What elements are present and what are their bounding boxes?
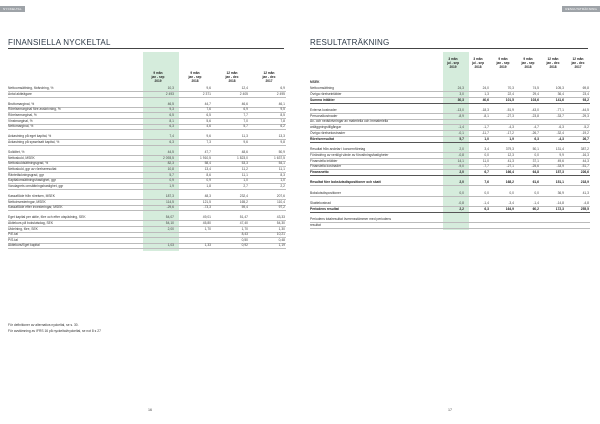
row-divider: [310, 103, 590, 104]
cell-value: 5,7: [243, 124, 248, 129]
cell-value: -43,0: [531, 107, 539, 112]
row-label: Nettoskuld, MSEK: [8, 155, 35, 160]
cell-value: 74,5: [532, 86, 539, 90]
row-label: Finansiella kostnader: [310, 164, 342, 169]
cell-value: 7,6: [206, 107, 211, 112]
cell-value: -13,0: [456, 107, 464, 112]
cell-value: 22,4: [507, 91, 514, 96]
cell-value: 6,9: [243, 107, 248, 112]
cell-value: 40,6: [482, 97, 489, 102]
cell-value: -27,3: [506, 113, 514, 118]
cell-value: 1,70: [204, 226, 211, 231]
cell-value: 6,5: [169, 113, 174, 117]
cell-value: 1,0: [484, 136, 489, 141]
cell-value: -4,3: [508, 125, 514, 130]
row-label: Skattekostnad: [310, 200, 331, 205]
cell-value: 1 910,5: [200, 155, 211, 160]
cell-value: 41,3: [582, 190, 589, 195]
cell-value: 11,2: [241, 167, 248, 171]
column-header-line: jul - sep: [471, 60, 485, 65]
cell-value: 47,40: [239, 221, 248, 225]
cell-value: 9,8: [280, 140, 285, 144]
cell-value: 0,0: [484, 152, 489, 157]
cell-value: 58,4: [204, 161, 211, 166]
cell-value: 226,6: [580, 170, 589, 175]
cell-value: 9,5: [280, 107, 285, 112]
column-header-line: 2018: [191, 78, 199, 83]
row-label: anläggningstillgångar: [310, 125, 342, 130]
cell-value: 6,3: [169, 140, 174, 144]
cell-value: -8,1: [483, 113, 489, 118]
cell-value: 49,6: [557, 158, 564, 163]
cell-value: 232,4: [239, 194, 248, 198]
row-label: Kassaflöde efter investeringar, MSEK: [8, 205, 63, 210]
column-header: [252, 72, 286, 84]
cell-value: 8,6: [206, 172, 211, 177]
cell-value: 6,3: [534, 136, 539, 141]
row-label: Resultat före bokslutsdispositioner och skatt: [310, 180, 381, 185]
cell-value: 6,2: [280, 124, 285, 129]
cell-value: 46,1: [278, 101, 285, 106]
cell-value: 1 823,0: [237, 155, 248, 160]
right-page: [300, 0, 600, 424]
cell-value: 97,2: [278, 205, 285, 210]
column-header-line: jul - sep: [446, 60, 460, 65]
column-header-line: 2018: [524, 64, 532, 69]
row-label: Övriga rörelseintäkter: [310, 91, 342, 96]
cell-value: 47,7: [204, 150, 211, 155]
cell-value: 59,4: [241, 205, 248, 210]
row-label: Aktiekurs på bokslutsdag, SEK: [8, 221, 54, 225]
row-divider: [310, 212, 590, 213]
cell-value: -0,8: [458, 200, 464, 205]
cell-value: 24,0: [482, 86, 489, 90]
cell-value: 387,2: [580, 147, 589, 151]
column-header: [441, 58, 465, 70]
column-header-line: 2018: [549, 64, 557, 69]
column-header-line: 2017: [265, 78, 273, 83]
column-header-line: jan - dec: [571, 60, 585, 65]
cell-value: 0,9: [206, 178, 211, 183]
cell-value: 2,0: [459, 147, 464, 151]
cell-value: 207,6: [276, 194, 285, 198]
cell-value: 8,43: [241, 232, 248, 237]
cell-value: -26,7: [531, 131, 539, 135]
cell-value: 36,4: [557, 91, 564, 96]
cell-value: -25,6: [531, 164, 539, 169]
cell-value: -1,4: [458, 125, 464, 130]
cell-value: 2,0: [459, 170, 464, 175]
cell-value: 114,5: [165, 199, 174, 204]
column-header-line: 2019: [154, 78, 162, 83]
footnote: För avstämning av IFRS 16 på nyckeltal/nyckeltal, se not 8 s 27: [8, 329, 101, 333]
cell-value: 218,9: [580, 180, 589, 185]
cell-value: 157,3: [555, 170, 564, 175]
cell-value: 1,9: [509, 136, 514, 141]
cell-value: 54,10: [165, 221, 174, 225]
cell-value: -0,8: [458, 152, 464, 157]
row-label: Bruttomarginal, %: [8, 101, 35, 106]
cell-value: 11,1: [278, 167, 285, 171]
cell-value: 1,03: [167, 243, 174, 248]
row-label: Förändring av verkligt värde av förvaltningsfastigheter: [310, 152, 389, 157]
row-label: resultat: [310, 222, 321, 227]
cell-value: -3,4: [508, 200, 514, 205]
cell-value: 141,6: [555, 97, 564, 102]
column-header-line: 2018: [474, 64, 482, 69]
row-label: Periodens totalresultat överensstämmer med periodens: [310, 216, 391, 221]
cell-value: 54,30: [276, 221, 285, 225]
cell-value: 2,2: [280, 183, 285, 188]
row-label: Avkastning på eget kapital, %: [8, 134, 52, 139]
column-header-line: 12 mån: [226, 71, 238, 75]
row-label: Vinstmarginal, %: [8, 118, 33, 123]
row-label: Periodens resultat: [310, 206, 339, 211]
cell-value: 187,3: [165, 194, 174, 198]
row-label: Finansiella intäkter: [310, 158, 338, 163]
column-header-line: 12 mån: [547, 57, 559, 61]
row-label: Soliditet, %: [8, 150, 25, 155]
row-label: Rörelsemarginal, %: [8, 113, 37, 117]
cell-value: 379,3: [505, 147, 514, 151]
cell-value: 2,0: [459, 180, 464, 185]
cell-value: -51,9: [506, 107, 514, 112]
row-label: Personalkostnader: [310, 113, 338, 118]
cell-value: 9,6: [206, 86, 211, 90]
cell-value: 6,5: [206, 113, 211, 117]
row-label: Nettoskuld, ggr av rörelseresultat: [8, 167, 57, 171]
cell-value: 2 405: [239, 91, 248, 96]
cell-value: 44,3: [582, 158, 589, 163]
cell-value: 168,2: [505, 180, 514, 185]
cell-value: 50,1: [532, 147, 539, 151]
cell-value: 12,3: [507, 152, 514, 157]
row-label: P/E-tal: [8, 232, 18, 237]
cell-value: -4,3: [558, 136, 564, 141]
cell-value: -7,7: [483, 164, 489, 169]
section-tag: RESULTATRÄKNING: [562, 6, 600, 12]
cell-value: -27,1: [506, 164, 514, 169]
page-number: 16: [148, 408, 152, 412]
cell-value: 166,4: [505, 170, 514, 175]
cell-value: 26,7: [582, 136, 589, 141]
column-header-line: jan - dec: [225, 74, 239, 79]
row-label: Nettomarginal, %: [8, 124, 34, 129]
row-label: Aktiekurs/Eget kapital: [8, 243, 40, 248]
cell-value: 41,3: [507, 158, 514, 163]
title-rule: [8, 48, 284, 49]
row-label: Finansnetto: [310, 170, 329, 175]
cell-value: 49,01: [202, 215, 211, 220]
column-header-line: jan - sep: [496, 60, 510, 65]
cell-value: -44,5: [581, 107, 589, 112]
cell-value: 11,1: [241, 172, 248, 177]
cell-value: 2 371: [202, 91, 211, 96]
row-label: Räntetäckningsgrad, ggr: [8, 172, 44, 177]
cell-value: 9,3: [169, 107, 174, 112]
row-label: Avkastning på sysselsatt kapital, %: [8, 140, 60, 144]
cell-value: 11,3: [241, 134, 248, 139]
cell-value: -1,4: [483, 200, 489, 205]
cell-value: -29,3: [581, 113, 589, 118]
cell-value: 0,0: [534, 152, 539, 157]
cell-value: 1,70: [241, 226, 248, 231]
cell-value: -73,3: [203, 205, 211, 210]
cell-value: -1,7: [483, 125, 489, 130]
page-number: 17: [448, 408, 452, 412]
cell-value: 1,9: [169, 183, 174, 188]
cell-value: 10,3: [167, 86, 174, 90]
cell-value: 101,5: [505, 97, 514, 102]
cell-value: -77,1: [556, 107, 564, 112]
row-label: Resultat från andelar i koncernföretag: [310, 147, 366, 151]
cell-value: 5,7: [169, 172, 174, 177]
cell-value: 0,0: [534, 190, 539, 195]
column-header-line: 2019: [449, 64, 457, 69]
cell-value: 110,4: [276, 199, 285, 204]
cell-value: 93,2: [582, 97, 589, 102]
cell-value: 0,9: [169, 178, 174, 183]
cell-value: 164,9: [505, 206, 514, 211]
row-label: Utdelning, före, SEK: [8, 226, 38, 231]
cell-value: 2,2: [459, 206, 464, 211]
row-divider: [310, 175, 590, 176]
column-header: [141, 72, 175, 84]
column-header-line: 3 mån: [448, 57, 458, 61]
column-header-line: jan - sep: [188, 74, 202, 79]
cell-value: 24,3: [457, 86, 464, 90]
column-header: [566, 58, 590, 70]
cell-value: 255,5: [580, 206, 589, 211]
cell-value: 3,0: [459, 91, 464, 96]
title-rule: [310, 48, 588, 49]
cell-value: 151,1: [555, 180, 564, 185]
page-title: RESULTATRÄKNING: [310, 38, 390, 47]
row-label: Nettoomsättning, förändring, %: [8, 86, 54, 90]
cell-value: -4,7: [533, 125, 539, 130]
column-header: [215, 72, 249, 84]
cell-value: 69,8: [582, 86, 589, 90]
cell-value: 13,3: [278, 134, 285, 139]
cell-value: 0,92: [241, 243, 248, 248]
row-divider: [310, 142, 590, 143]
cell-value: 48,3: [204, 194, 211, 198]
column-header-line: 9 mån: [498, 57, 508, 61]
cell-value: 29,4: [532, 91, 539, 96]
cell-value: 13,4: [204, 167, 211, 171]
row-label: Kassaflöde från rörelsen, MSEK: [8, 194, 55, 198]
cell-value: 60,2: [532, 206, 539, 211]
row-label: Varulagrets omsättningshastighet, ggr: [8, 183, 64, 188]
cell-value: 1,0: [280, 178, 285, 183]
cell-value: 5,7: [459, 136, 464, 141]
cell-value: 6,9: [280, 86, 285, 90]
column-header: [466, 58, 490, 70]
row-label: Rörelseresultat: [310, 136, 335, 141]
cell-value: 10,8: [167, 167, 174, 171]
cell-value: 50,9: [278, 150, 285, 155]
row-label: Övriga rörelsekostnader: [310, 131, 346, 135]
cell-value: 44,5: [167, 150, 174, 155]
row-label: Externa kostnader: [310, 107, 337, 112]
row-label: Summa intäkter: [310, 97, 335, 102]
column-header: [541, 58, 565, 70]
cell-value: 103,6: [530, 97, 539, 102]
cell-value: -23,8: [531, 113, 539, 118]
unit-label: MSEK: [310, 80, 320, 84]
cell-value: 44,7: [204, 101, 211, 106]
cell-value: 9,6: [206, 134, 211, 139]
cell-value: 7,6: [484, 180, 489, 185]
cell-value: 7,3: [206, 140, 211, 144]
cell-value: 105,3: [555, 86, 564, 90]
cell-value: 6,7: [484, 170, 489, 175]
column-header-line: 2017: [574, 64, 582, 69]
cell-value: -18,3: [481, 107, 489, 112]
column-header-line: jan - dec: [546, 60, 560, 65]
cell-value: 165,2: [239, 199, 248, 204]
cell-value: 2,7: [243, 183, 248, 188]
cell-value: 1 637,5: [274, 155, 285, 160]
cell-value: -32,4: [556, 131, 564, 135]
cell-value: -19,2: [581, 131, 589, 135]
cell-value: 36,9: [557, 190, 564, 195]
column-header-line: 2019: [499, 64, 507, 69]
cell-value: -17,2: [506, 131, 514, 135]
cell-value: 10,21: [276, 232, 285, 237]
cell-value: 0,0: [484, 190, 489, 195]
column-header-line: 9 mån: [190, 71, 200, 75]
cell-value: -51,7: [581, 164, 589, 169]
cell-value: 1,33: [204, 243, 211, 248]
cell-value: 6,3: [484, 206, 489, 211]
cell-value: 5,6: [206, 118, 211, 123]
cell-value: -11,7: [481, 131, 489, 135]
cell-value: 2 495: [276, 91, 285, 96]
cell-value: 3,4: [484, 147, 489, 151]
column-header-line: jan - sep: [151, 74, 165, 79]
cell-value: 37,1: [532, 158, 539, 163]
cell-value: 1,3: [484, 91, 489, 96]
cell-value: 9,6: [243, 140, 248, 144]
cell-value: 121,5: [202, 199, 211, 204]
cell-value: 51,47: [239, 215, 248, 220]
cell-value: -33,7: [556, 113, 564, 118]
cell-value: 61,6: [532, 180, 539, 185]
cell-value: 43,33: [276, 215, 285, 220]
cell-value: 0,0: [459, 190, 464, 195]
row-label: Kapitalomsättningshastighet, ggr: [8, 178, 56, 183]
cell-value: 30,3: [457, 97, 464, 102]
cell-value: 0,0: [509, 190, 514, 195]
column-header-line: 9 mån: [523, 57, 533, 61]
column-header-line: jan - sep: [521, 60, 535, 65]
cell-value: 8,1: [169, 118, 174, 123]
cell-value: -0,1: [458, 131, 464, 135]
cell-value: 7,0: [243, 118, 248, 123]
cell-value: 1,0: [243, 178, 248, 183]
row-label: Bokslutsdispositioner: [310, 190, 341, 195]
cell-value: 4,6: [206, 124, 211, 129]
cell-value: 46,5: [167, 101, 174, 106]
footnote: För definitioner av alternativa nyckeltal, se s. 30.: [8, 323, 79, 327]
page-title: FINANSIELLA NYCKELTAL: [8, 38, 111, 47]
cell-value: 46,6: [241, 101, 248, 106]
column-header-line: 3 mån: [473, 57, 483, 61]
column-header: [178, 72, 212, 84]
row-label: Nettoskuldsättningsgrad, %: [8, 161, 49, 166]
cell-value: -1,4: [533, 200, 539, 205]
row-label: Nettoomsättning: [310, 86, 335, 90]
cell-value: -6,3: [558, 125, 564, 130]
cell-value: 23,4: [582, 91, 589, 96]
cell-value: 11,0: [482, 158, 489, 163]
column-header-line: 12 mån: [263, 71, 275, 75]
column-header: [491, 58, 515, 70]
column-header-line: jan - dec: [262, 74, 276, 79]
cell-value: -14,8: [556, 200, 564, 205]
cell-value: 7,8: [280, 118, 285, 123]
cell-value: 2 093,5: [163, 155, 174, 160]
row-label: Nettoinvesteringar, MSEK: [8, 199, 46, 204]
cell-value: 9,9: [559, 152, 564, 157]
cell-value: 8,5: [280, 113, 285, 117]
cell-value: -29,6: [166, 205, 174, 210]
cell-value: 2 493: [165, 91, 174, 96]
column-header: [516, 58, 540, 70]
cell-value: 1,8: [206, 183, 211, 188]
row-label: Rörelsemarginal före avskrivning, %: [8, 107, 61, 112]
row-label: Antal aktieägare: [8, 91, 32, 96]
cell-value: 0,48: [278, 237, 285, 242]
column-header-line: 12 mån: [572, 57, 584, 61]
row-label: Av- och nedskrivningar av materiella och immateriella: [310, 119, 388, 124]
cell-value: -9,0: [458, 164, 464, 169]
cell-value: -33,9: [556, 164, 564, 169]
cell-value: 0,50: [241, 237, 248, 242]
cell-value: 54,1: [278, 161, 285, 166]
cell-value: 64,8: [532, 170, 539, 175]
cell-value: 2,00: [167, 226, 174, 231]
cell-value: 131,4: [555, 147, 564, 151]
cell-value: -5,2: [583, 125, 589, 130]
row-label: P/S-tal: [8, 237, 18, 242]
cell-value: -16,3: [581, 152, 589, 157]
cell-value: 1,19: [278, 243, 285, 248]
section-tag: NYCKELTAL: [0, 6, 25, 12]
cell-value: 45,80: [202, 221, 211, 225]
cell-value: -8,9: [458, 113, 464, 118]
cell-value: 7,4: [169, 134, 174, 139]
cell-value: 6,3: [169, 124, 174, 129]
cell-value: -4,8: [583, 200, 589, 205]
cell-value: 70,3: [507, 86, 514, 90]
cell-value: 82,3: [167, 161, 174, 166]
column-header-line: 9 mån: [153, 71, 163, 75]
cell-value: 48,6: [241, 150, 248, 155]
column-header-line: 2018: [228, 78, 236, 83]
cell-value: 7,7: [243, 113, 248, 117]
cell-value: 8,3: [280, 172, 285, 177]
cell-value: 172,3: [555, 206, 564, 211]
cell-value: 12,4: [241, 86, 248, 90]
cell-value: 53,3: [241, 161, 248, 166]
cell-value: 1,30: [278, 226, 285, 231]
cell-value: 54,07: [165, 215, 174, 220]
cell-value: 14,1: [457, 158, 464, 163]
row-label: Eget kapital per aktie, före och efter utspädning, SEK: [8, 215, 86, 220]
